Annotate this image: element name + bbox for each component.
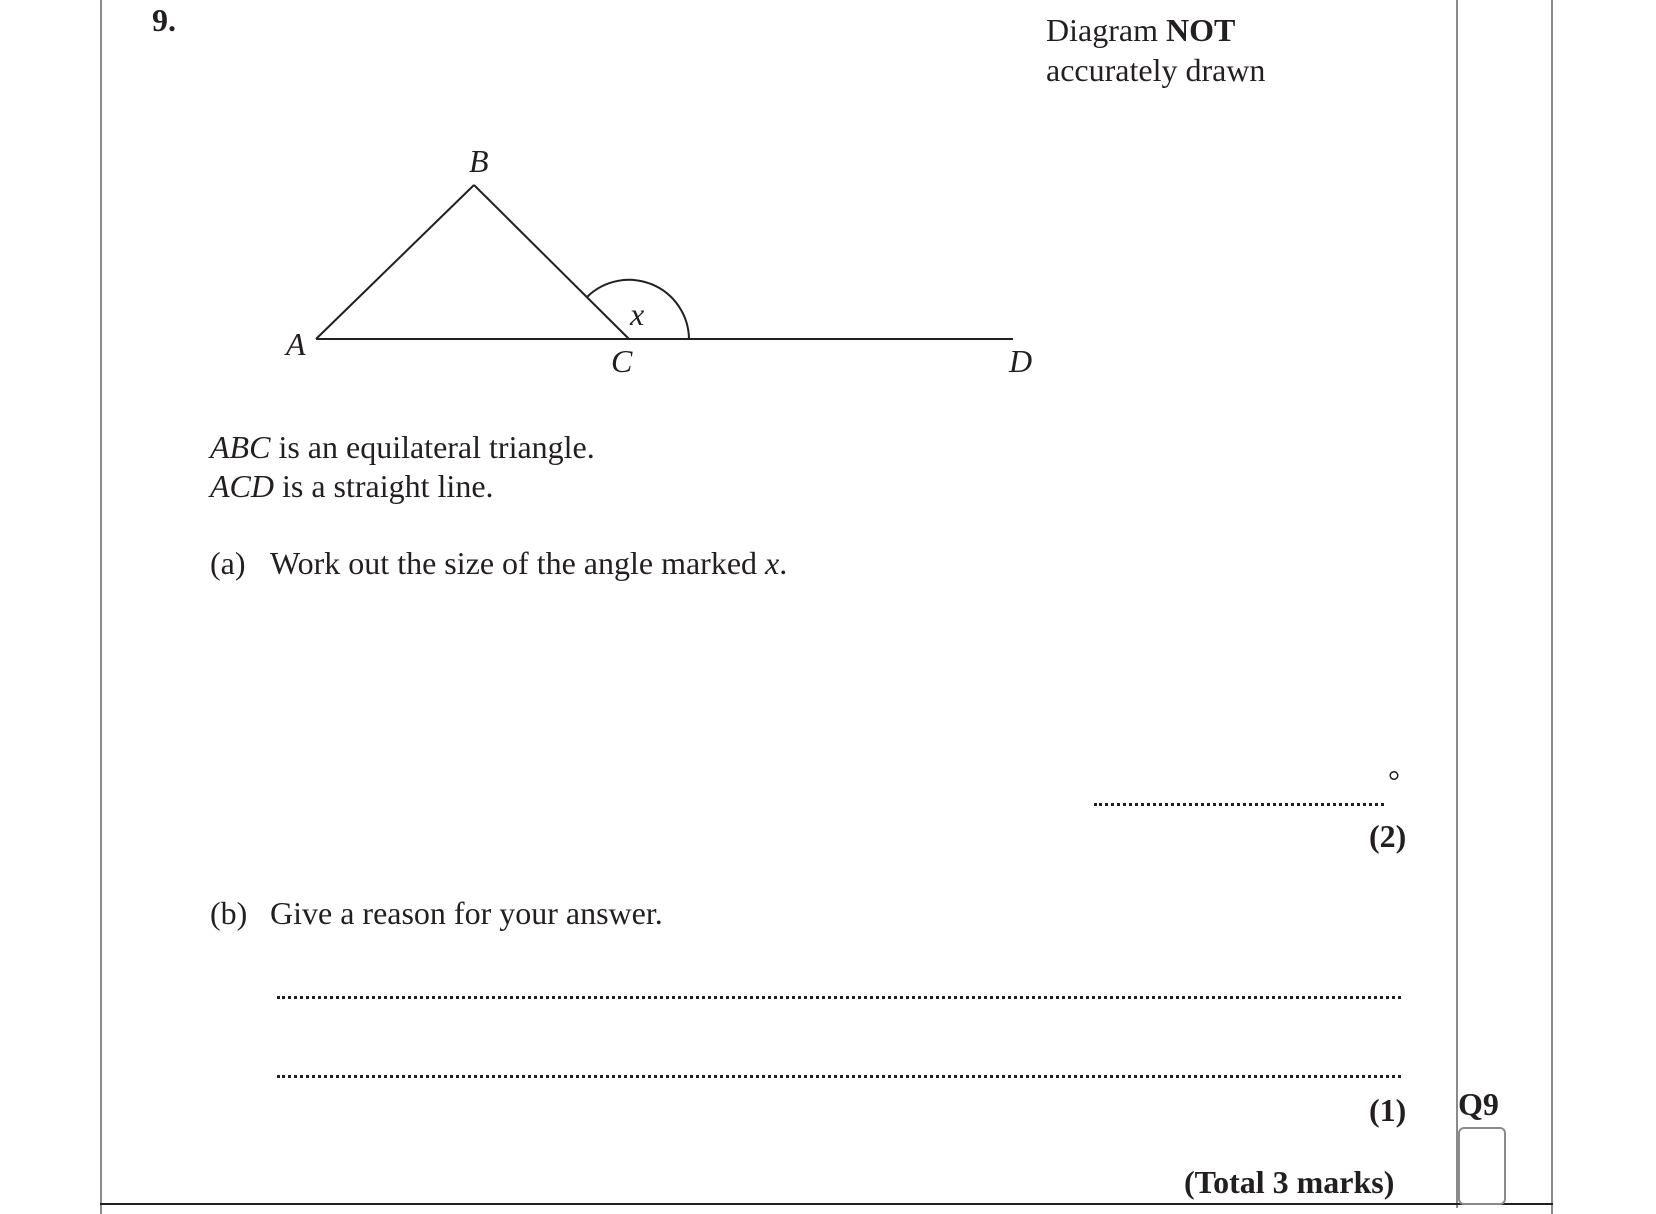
degree-symbol: ° [1388, 765, 1400, 798]
diagram-note-line1: Diagram NOT [1046, 12, 1236, 48]
part-a-marks: (2) [1369, 818, 1407, 854]
label-c: C [611, 343, 633, 379]
statements [210, 428, 595, 506]
question-number: 9. [152, 2, 176, 38]
part-a-prompt: (a) Work out the size of the angle marked x. [210, 545, 788, 581]
line-bc [474, 185, 629, 339]
label-x: x [630, 296, 645, 332]
part-a-answer-line[interactable] [1094, 803, 1384, 806]
label-b: B [469, 143, 489, 179]
statement-1: ABC is an equilateral triangle. [210, 429, 595, 465]
part-b-answer-line-1[interactable] [277, 996, 1401, 999]
page-bottom-rule [100, 1203, 1553, 1205]
question-mark-box[interactable] [1458, 1127, 1506, 1205]
diagram-note-not: NOT [1165, 12, 1236, 48]
part-a-label: (a) [210, 545, 246, 581]
part-b-answer-line-2[interactable] [277, 1075, 1401, 1078]
total-marks: (Total 3 marks) [1184, 1164, 1395, 1200]
triangle-diagram [0, 0, 1656, 420]
diagram-note-line2: accurately drawn [1046, 52, 1266, 88]
statement-2: ACD is a straight line. [210, 468, 494, 504]
part-b-marks: (1) [1369, 1092, 1407, 1128]
part-b-label: (b) [210, 895, 248, 931]
question-box-label: Q9 [1458, 1086, 1499, 1122]
line-ab [316, 185, 474, 339]
label-a: A [286, 326, 306, 362]
label-d: D [1009, 343, 1033, 379]
part-b-prompt: (b) Give a reason for your answer. [210, 895, 663, 931]
